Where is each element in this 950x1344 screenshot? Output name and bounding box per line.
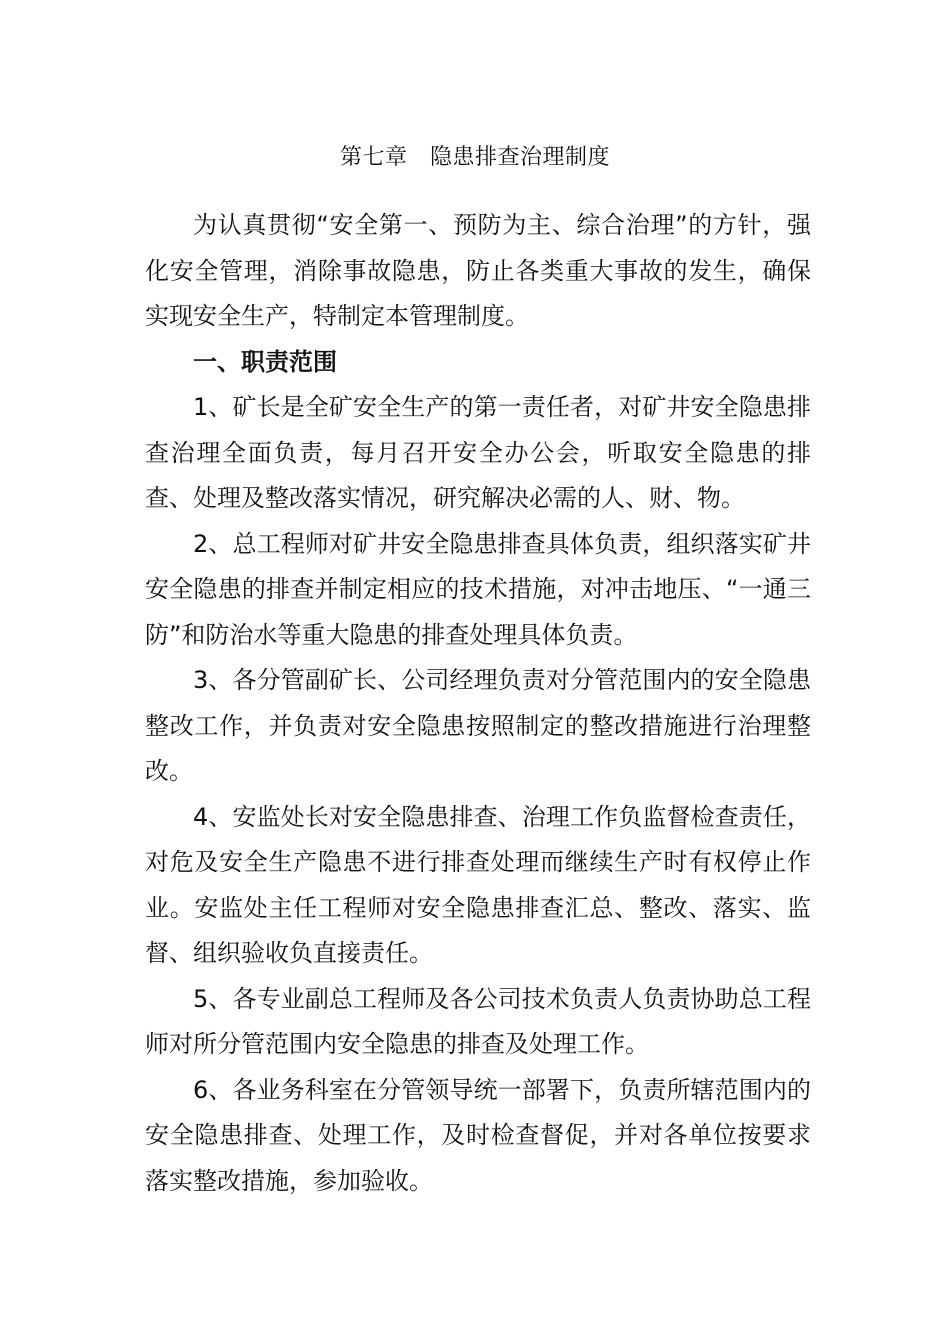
section-heading: 一、职责范围 bbox=[193, 347, 337, 376]
duty-item-5: 5、各专业副总工程师及各公司技术负责人负责协助总工程师对所分管范围内安全隐患的排查及处理工作。 bbox=[145, 984, 811, 1058]
duty-item-2: 2、总工程师对矿井安全隐患排查具体负责，组织落实矿井安全隐患的排查并制定相应的技术措施，对冲击地压、“一通三防”和防治水等重大隐患的排查处理具体负责。 bbox=[145, 529, 811, 649]
duty-item-1: 1、矿长是全矿安全生产的第一责任者，对矿井安全隐患排查治理全面负责，每月召开安全办公会，听取安全隐患的排查、处理及整改落实情况，研究解决必需的人、财、物。 bbox=[145, 393, 811, 512]
duty-item-3: 3、各分管副矿长、公司经理负责对分管范围内的安全隐患整改工作，并负责对安全隐患按照制定的整改措施进行治理整改。 bbox=[145, 666, 811, 785]
duty-item-6: 6、各业务科室在分管领导统一部署下，负责所辖范围内的安全隐患排查、处理工作，及时检查督促，并对各单位按要求落实整改措施，参加验收。 bbox=[145, 1075, 811, 1195]
document-body bbox=[145, 203, 811, 1204]
intro-paragraph: 为认真贯彻“安全第一、预防为主、综合治理”的方针，强化安全管理，消除事故隐患，防止各类重大事故的发生，确保实现安全生产，特制定本管理制度。 bbox=[145, 211, 811, 330]
duty-item-4: 4、安监处长对安全隐患排查、治理工作负监督检查责任，对危及安全生产隐患不进行排查处理而继续生产时有权停止作业。安监处主任工程师对安全隐患排查汇总、整改、落实、监督、组织验收负直接责任。 bbox=[145, 802, 811, 967]
chapter-title: 第七章 隐患排查治理制度 bbox=[339, 145, 610, 170]
